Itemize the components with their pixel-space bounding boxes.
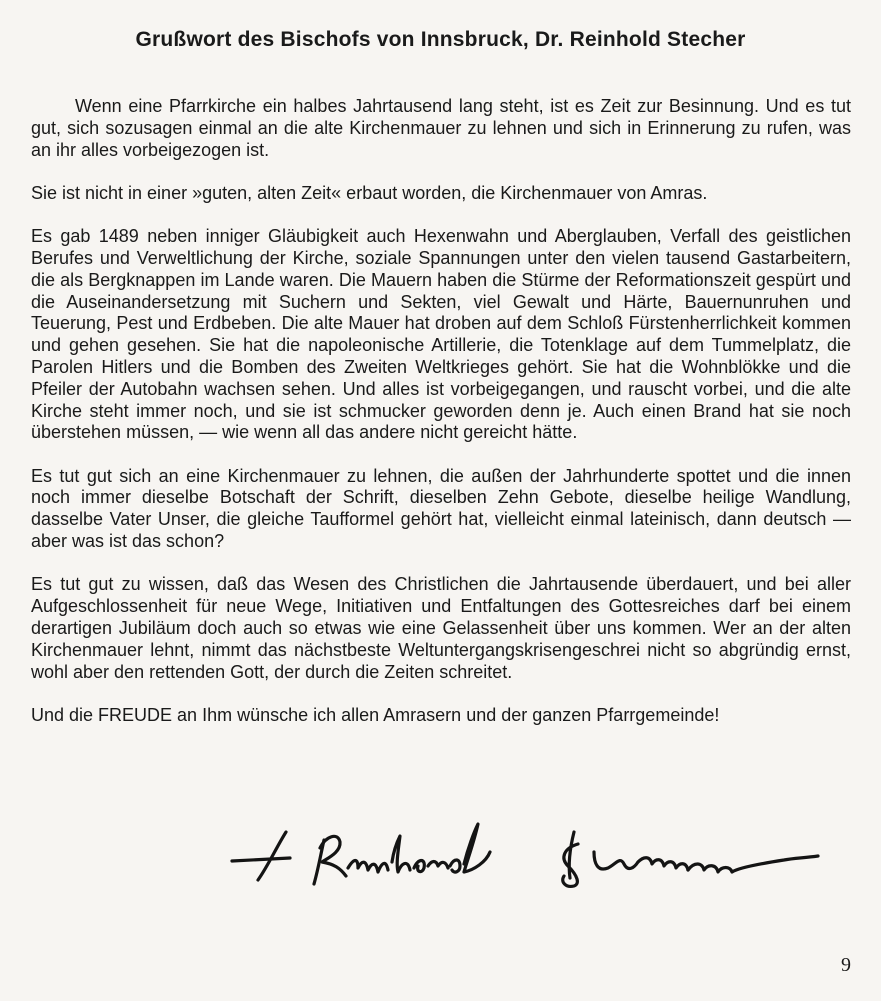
letter-body xyxy=(31,96,851,748)
paragraph-3: Es gab 1489 neben inniger Gläubigkeit auch Hexenwahn und Aberglauben, Verfall des geistlichen Berufes und Verweltlichung der Kirche, soziale Spannungen unter den vielen tausend Gastarbeitern, die als Bergknappen im Lande waren. Die Mauern haben die Stürme der Reformationszeit gespürt und die Auseinandersetzung mit Suchern und Sekten, viel Gewalt und Härte, Bauernunruhen und Teuerung, Pest und Erdbeben. Die alte Mauer hat droben auf dem Schloß Fürstenherrlichkeit kommen und gehen gesehen. Sie hat die napoleonische Artillerie, die Totenklage auf dem Tummelplatz, die Parolen Hitlers und die Bomben des Zweiten Weltkrieges gehört. Sie hat die Wohnblökke und die Pfeiler der Autobahn wachsen sehen. Und alles ist vorbeigegangen, und rauscht vorbei, und die alte Kirche steht immer noch, und sie ist schmucker geworden denn je. Auch einen Brand hat sie noch überstehen müssen, — wie wenn all das andere nicht gereicht hätte. xyxy=(31,226,851,443)
paragraph-4: Es tut gut sich an eine Kirchenmauer zu lehnen, die außen der Jahrhunderte spottet und die innen noch immer dieselbe Botschaft der Schrift, dieselben Zehn Gebote, dieselbe heilige Wandlung, dasselbe Vater Unser, die gleiche Taufformel gehört hat, vielleicht einmal lateinisch, dann deutsch — aber was ist das schon? xyxy=(31,465,851,552)
paragraph-6: Und die FREUDE an Ihm wünsche ich allen Amrasern und der ganzen Pfarrgemeinde! xyxy=(31,704,720,725)
paragraph-5: Es tut gut zu wissen, daß das Wesen des Christlichen die Jahrtausende überdauert, und bei aller Aufgeschlossenheit für neue Wege, Initiativen und Entfaltungen des Gottesreiches darf bei einem derartigen Jubiläum doch auch so etwas wie eine Gelassenheit über uns kommen. Wer an der alten Kirchenmauer lehnt, nimmt das nächstbeste Weltuntergangskrisengeschrei nicht so abgründig ernst, wohl aber den rettenden Gott, der durch die Zeiten schreitet. xyxy=(31,574,851,682)
page-title: Grußwort des Bischofs von Innsbruck, Dr. Reinhold Stecher xyxy=(135,28,746,51)
page-number: 9 xyxy=(841,954,851,976)
paragraph-2: Sie ist nicht in einer »guten, alten Zeit« erbaut worden, die Kirchenmauer von Amras. xyxy=(31,182,708,203)
paragraph-1: Wenn eine Pfarrkirche ein halbes Jahrtausend lang steht, ist es Zeit zur Besinnung. Und es tut gut, sich sozusagen einmal an die alte Kirchenmauer zu lehnen und sich in Erinnerung zu rufen, was an ihr alles vorbeigezogen ist. xyxy=(31,96,851,160)
handwritten-signature xyxy=(228,818,828,898)
